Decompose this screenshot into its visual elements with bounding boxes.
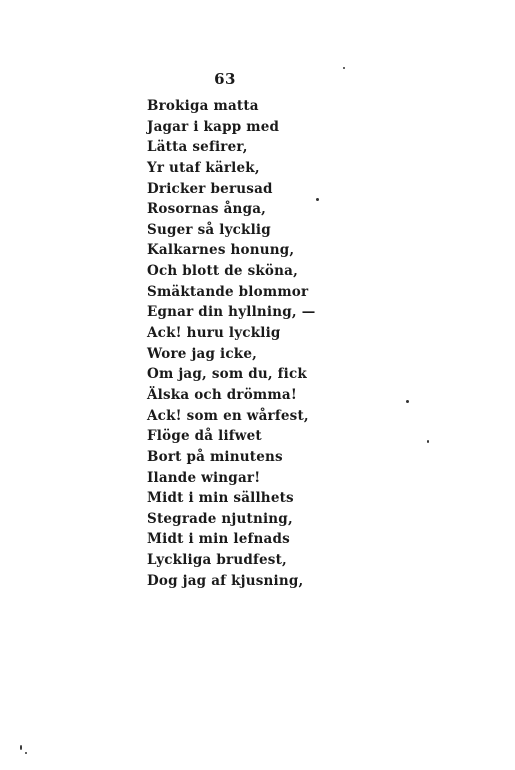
poem-line: Lyckliga brudfest, <box>147 552 287 569</box>
poem-line: Brokiga matta <box>147 98 259 114</box>
poem-line: Wore jag icke, <box>147 345 258 362</box>
poem-line: Suger så lycklig <box>147 221 271 238</box>
poem-line: Ilande wingar! <box>147 469 261 486</box>
poem-line: Ack! som en wårfest, <box>147 407 309 424</box>
poem-line: Och blott de sköna, <box>147 263 298 280</box>
poem-line: Rosornas ånga, <box>147 201 267 218</box>
poem-line: Egnar din hyllning, — <box>147 304 316 321</box>
scan-speck <box>343 67 345 69</box>
poem-line: Stegrade njutning, <box>147 510 293 527</box>
scan-speck <box>20 745 22 750</box>
poem-line: Flöge då lifwet <box>147 428 262 445</box>
scan-speck <box>427 440 429 443</box>
scan-speck <box>25 752 27 754</box>
poem-line: Ack! huru lycklig <box>147 325 281 342</box>
poem-line: Lätta sefirer, <box>147 139 248 156</box>
poem-line: Dog jag af kjusning, <box>147 572 304 589</box>
poem-line: Kalkarnes honung, <box>147 242 295 259</box>
poem-line: Om jag, som du, fick <box>147 366 307 383</box>
page-number: 63 <box>214 70 236 88</box>
poem-line: Yr utaf kärlek, <box>147 159 260 176</box>
poem-line: Smäktande blommor <box>147 283 309 300</box>
poem-line: Midt i min lefnads <box>147 531 290 548</box>
scan-speck <box>316 198 319 201</box>
poem-line: Dricker berusad <box>147 180 273 197</box>
poem-line: Älska och drömma! <box>147 386 297 403</box>
poem-line: Bort på minutens <box>147 448 283 465</box>
scan-speck <box>406 400 409 403</box>
poem-stanza <box>147 96 315 591</box>
poem-line: Midt i min sällhets <box>147 490 294 507</box>
poem-line: Jagar i kapp med <box>147 118 280 135</box>
